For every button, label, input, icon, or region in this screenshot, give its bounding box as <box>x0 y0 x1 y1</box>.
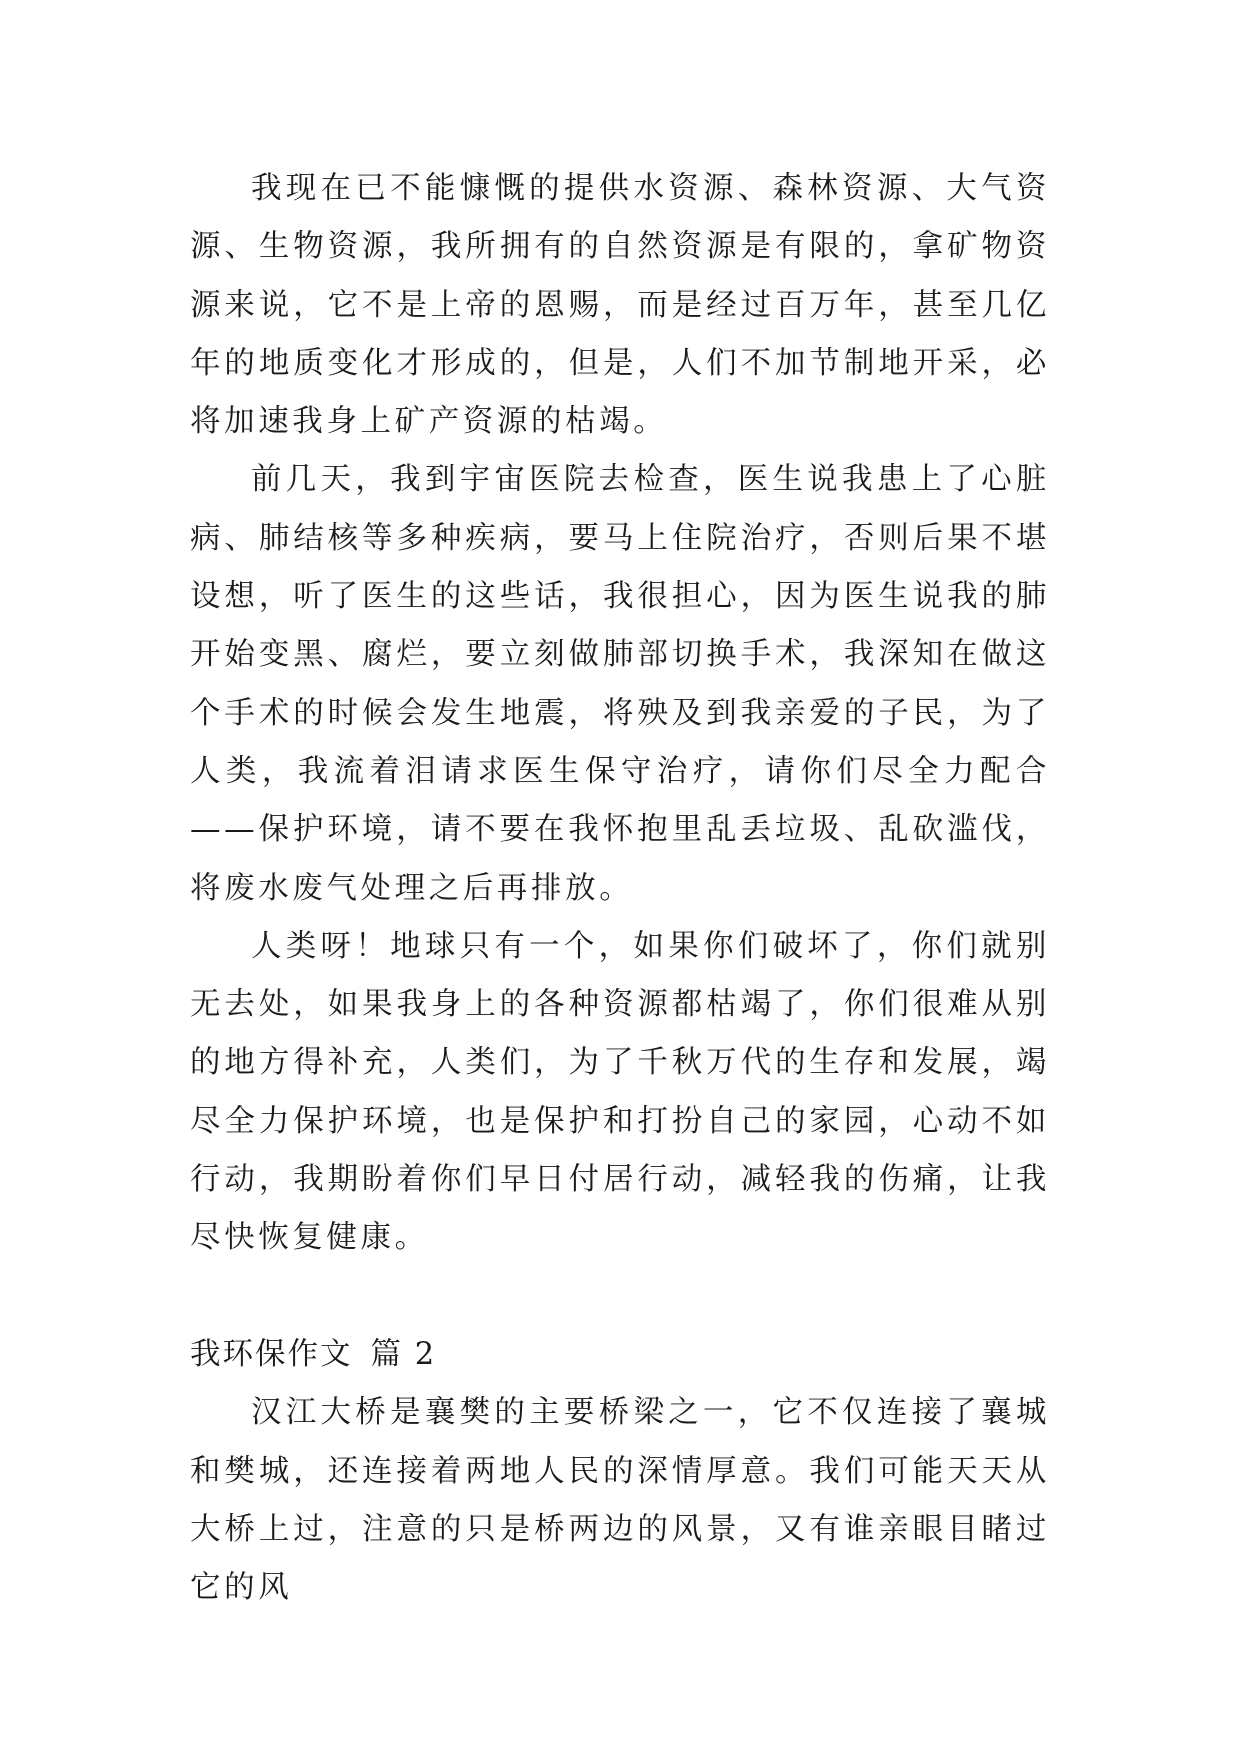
document-body <box>190 160 1050 1617</box>
paragraph: 前几天，我到宇宙医院去检查，医生说我患上了心脏病、肺结核等多种疾病，要马上住院治疗，否则后果不堪设想，听了医生的这些话，我很担心，因为医生说我的肺开始变黑、腐烂，要立刻做肺部切换手术，我深知在做这个手术的时候会发生地震，将殃及到我亲爱的子民，为了人类，我流着泪请求医生保守治疗，请你们尽全力配合——保护环境，请不要在我怀抱里乱丢垃圾、乱砍滥伐，将废水废气处理之后再排放。 <box>190 462 1050 906</box>
section-heading <box>190 1326 1050 1384</box>
section-heading-title: 我环保作文 <box>190 1336 353 1372</box>
section-heading-label: 篇 2 <box>370 1336 437 1372</box>
paragraph: 人类呀！地球只有一个，如果你们破坏了，你们就别无去处，如果我身上的各种资源都枯竭了，你们很难从别的地方得补充，人类们，为了千秋万代的生存和发展，竭尽全力保护环境，也是保护和打扮自己的家园，心动不如行动，我期盼着你们早日付居行动，减轻我的伤痛，让我尽快恢复健康。 <box>190 928 1050 1256</box>
paragraph: 我现在已不能慷慨的提供水资源、森林资源、大气资源、生物资源，我所拥有的自然资源是有限的，拿矿物资源来说，它不是上帝的恩赐，而是经过百万年，甚至几亿年的地质变化才形成的，但是，人们不加节制地开采，必将加速我身上矿产资源的枯竭。 <box>190 171 1050 440</box>
paragraph: 汉江大桥是襄樊的主要桥梁之一，它不仅连接了襄城和樊城，还连接着两地人民的深情厚意。我们可能天天从大桥上过，注意的只是桥两边的风景，又有谁亲眼目睹过它的风 <box>190 1395 1050 1606</box>
